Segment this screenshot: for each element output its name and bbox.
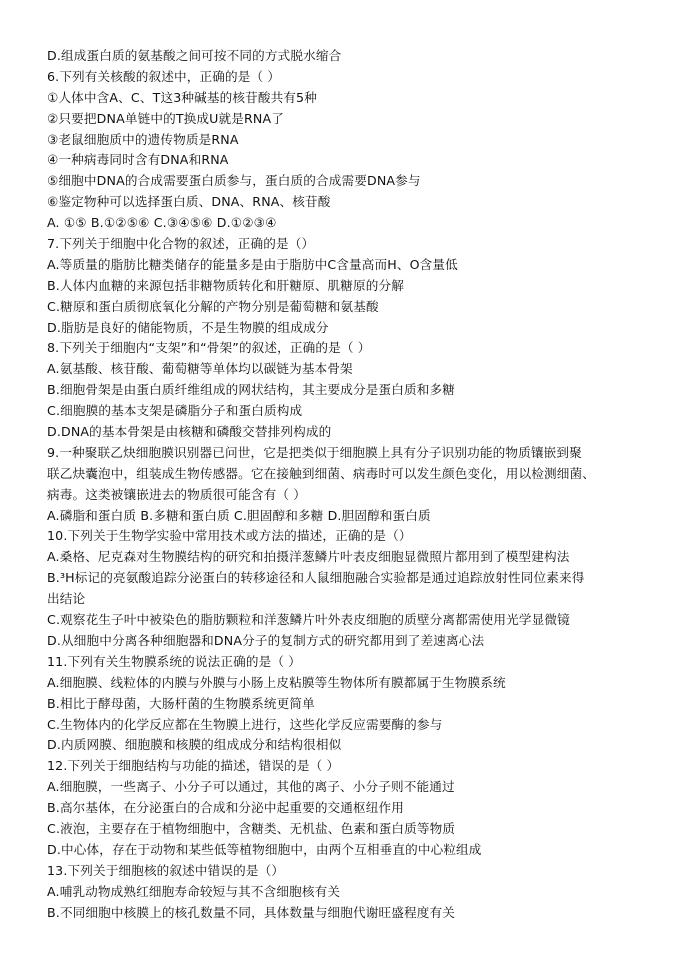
text-line: C.观察花生子叶中被染色的脂肪颗粒和洋葱鳞片叶外表皮细胞的质壁分离都需使用光学显微镜 (47, 612, 570, 628)
question-7-stem: 7.下列关于细胞中化合物的叙述，正确的是（） (47, 236, 315, 252)
text-line: B.相比于酵母菌，大肠杆菌的生物膜系统更简单 (47, 695, 315, 711)
text-line: B.不同细胞中核膜上的核孔数量不同，具体数量与细胞代谢旺盛程度有关 (47, 904, 455, 920)
text-line: A.细胞膜、线粒体的内膜与外膜与小肠上皮粘膜等生物体所有膜都属于生物膜系统 (47, 674, 506, 690)
text-line: D.内质网膜、细胞膜和核膜的组成成分和结构很相似 (47, 737, 342, 753)
answer-options: A. ①⑤ B.①②⑤⑥ C.③④⑤⑥ D.①②③④ (47, 215, 277, 231)
text-line: D.脂肪是良好的储能物质，不是生物膜的组成成分 (47, 319, 329, 335)
question-11-stem: 11.下列有关生物膜系统的说法正确的是（ ） (47, 653, 302, 669)
text-line: ②只要把DNA单链中的T换成U就是RNA了 (47, 110, 284, 126)
question-13-stem: 13.下列关于细胞核的叙述中错误的是（） (47, 862, 285, 878)
text-line: C.液泡，主要存在于植物细胞中，含糖类、无机盐、色素和蛋白质等物质 (47, 820, 456, 836)
text-line: ⑥鉴定物种可以选择蛋白质、DNA、RNA、核苷酸 (47, 194, 331, 210)
text-line: ④一种病毒同时含有DNA和RNA (47, 152, 229, 168)
text-line: B.细胞骨架是由蛋白质纤维组成的网状结构，其主要成分是蛋白质和多糖 (47, 382, 455, 398)
text-line: C.细胞膜的基本支架是磷脂分子和蛋白质构成 (47, 403, 303, 419)
text-line: B.高尔基体，在分泌蛋白的合成和分泌中起重要的交通枢纽作用 (47, 800, 405, 816)
answer-options: A.磷脂和蛋白质 B.多糖和蛋白质 C.胆固醇和多糖 D.胆固醇和蛋白质 (47, 507, 431, 523)
text-line: A.氨基酸、核苷酸、葡萄糖等单体均以碳链为基本骨架 (47, 361, 353, 377)
question-9-stem: 9.一种聚联乙炔细胞膜识别器已问世，它是把类似于细胞膜上具有分子识别功能的物质镶嵌到聚 (47, 444, 582, 460)
text-line: ⑤细胞中DNA的合成需要蛋白质参与，蛋白质的合成需要DNA参与 (47, 173, 421, 189)
question-6-stem: 6.下列有关核酸的叙述中，正确的是（ ） (47, 68, 281, 84)
text-line: A.哺乳动物成熟红细胞寿命较短与其不含细胞核有关 (47, 883, 341, 899)
text-line: A.桑格、尼克森对生物膜结构的研究和拍摄洋葱鳞片叶表皮细胞显微照片都用到了模型建构法 (47, 549, 570, 565)
question-text-block (47, 46, 665, 923)
text-line: D.从细胞中分离各种细胞器和DNA分子的复制方式的研究都用到了差速离心法 (47, 632, 485, 648)
text-line: A.等质量的脂肪比糖类储存的能量多是由于脂肪中C含量高而H、O含量低 (47, 256, 458, 272)
question-8-stem: 8.下列关于细胞内“支架”和“骨架”的叙述，正确的是（ ） (47, 340, 371, 356)
text-line: 联乙炔囊泡中，组装成生物传感器。它在接触到细菌、病毒时可以发生颜色变化，用以检测细菌、 (47, 465, 595, 481)
text-line: ①人体中含A、C、T这3种碱基的核苷酸共有5种 (47, 89, 317, 105)
text-line: A.细胞膜，一些离子、小分子可以通过，其他的离子、小分子则不能通过 (47, 779, 455, 795)
text-line: B.人体内血糖的来源包括非糖物质转化和肝糖原、肌糖原的分解 (47, 277, 405, 293)
text-line: C.生物体内的化学反应都在生物膜上进行，这些化学反应需要酶的参与 (47, 716, 443, 732)
text-line: C.糖原和蛋白质彻底氧化分解的产物分别是葡萄糖和氨基酸 (47, 298, 379, 314)
text-line: D.组成蛋白质的氨基酸之间可按不同的方式脱水缩合 (47, 48, 342, 63)
text-line: 病毒。这类被镶嵌进去的物质很可能含有（ ） (47, 486, 307, 502)
text-line: D.DNA的基本骨架是由核糖和磷酸交替排列构成的 (47, 424, 332, 440)
text-line: B.³H标记的亮氨酸追踪分泌蛋白的转移途径和人鼠细胞融合实验都是通过追踪放射性同位素来得 (47, 570, 585, 586)
question-12-stem: 12.下列关于细胞结构与功能的描述，错误的是（ ） (47, 758, 340, 774)
text-line: D.中心体，存在于动物和某些低等植物细胞中，由两个互相垂直的中心粒组成 (47, 841, 482, 857)
text-line: ③老鼠细胞质中的遗传物质是RNA (47, 131, 239, 147)
question-10-stem: 10.下列关于生物学实验中常用技术或方法的描述，正确的是（） (47, 528, 412, 544)
text-line: 出结论 (47, 591, 86, 607)
